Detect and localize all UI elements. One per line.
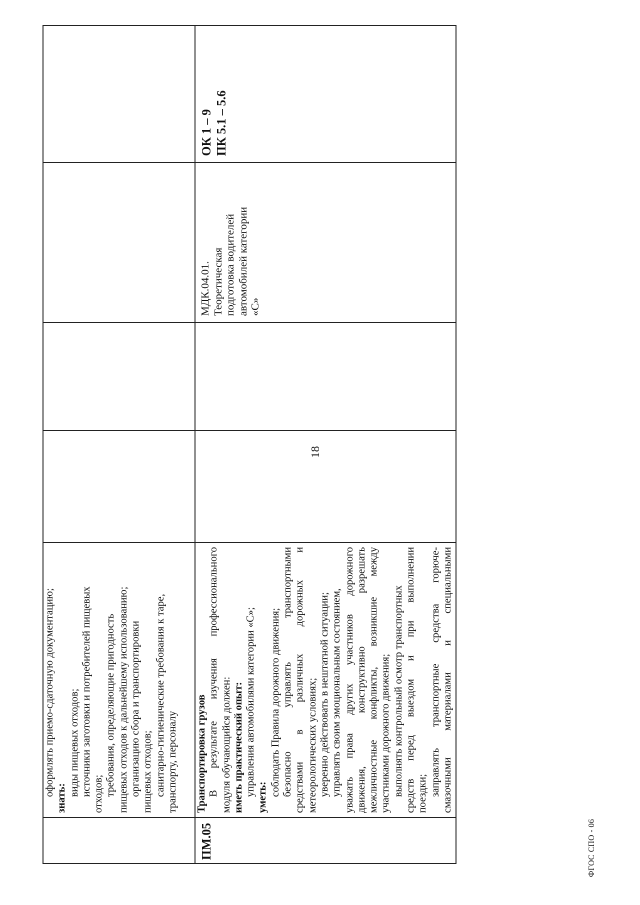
module-code: ПМ.05 <box>199 822 214 860</box>
empty-cell <box>43 163 195 323</box>
text-line: В результате изучения профессионального <box>208 547 220 797</box>
empty-cell <box>43 26 195 163</box>
text-line: уважать права других участников дорожного <box>344 547 356 813</box>
text-line: заправлять транспортные средства горюче- <box>430 547 442 797</box>
mdk-line: Теоретическая <box>212 247 225 316</box>
text-line: выполнять контрольный осмотр транспортных <box>393 585 405 797</box>
module-code-cell <box>195 818 456 864</box>
text-line: требования, определяющие пригодность <box>105 613 117 797</box>
table-row-pm05 <box>195 26 456 864</box>
text-line: управлять своим эмоциональным состоянием, <box>331 588 343 797</box>
text-line: межличностные конфликты, возникшие между <box>368 547 380 813</box>
text-line: уверенно действовать в нештатной ситуации; <box>319 592 331 797</box>
footer-code: ФГОС СПО - 06 <box>587 818 596 878</box>
text-line: уметь: <box>257 781 269 813</box>
competency-line: ПК 5.1 – 5.6 <box>214 90 229 156</box>
text-line: пищевых отходов; <box>142 730 154 813</box>
text-line: Транспортировка грузов <box>196 694 208 813</box>
table-row-previous <box>43 26 195 864</box>
mdk-line: подготовка водителей <box>224 213 237 316</box>
module-description-text <box>196 543 456 817</box>
text-line: отходов; <box>93 774 105 813</box>
competency-codes <box>196 26 234 162</box>
text-line: управления автомобилями категории «С»; <box>245 607 257 797</box>
text-cell-previous <box>43 543 195 818</box>
text-line: поездки; <box>417 773 429 813</box>
empty-cell <box>43 431 195 543</box>
mdk-line: «С» <box>249 297 262 316</box>
empty-cell <box>195 431 456 543</box>
text-line: организацию сбора и транспортировки <box>130 620 142 797</box>
competency-line: ОК 1 – 9 <box>199 109 214 156</box>
text-line: транспорту, персоналу <box>167 711 179 813</box>
mdk-line: автомобилей категории <box>237 206 250 316</box>
table-grid <box>43 25 457 864</box>
empty-cell <box>43 323 195 431</box>
text-line: пищевых отходов к дальнейшему использованию; <box>118 586 130 813</box>
mdk-text <box>196 163 267 322</box>
mdk-cell <box>195 163 456 323</box>
text-line: знать: <box>56 783 68 813</box>
text-line: виды пищевых отходов; <box>69 688 81 797</box>
text-cell-pm05 <box>195 543 456 818</box>
text-line: источники заготовки и потребителей пищевых <box>81 586 93 797</box>
text-line: участниками дорожного движения; <box>380 653 392 813</box>
text-line: санитарно-гигиенические требования к таре, <box>155 593 167 797</box>
text-line: средствами в различных дорожных и <box>294 547 306 813</box>
text-line: безопасно управлять транспортными <box>282 547 294 797</box>
competency-cell <box>195 26 456 163</box>
code-cell-empty <box>43 818 195 864</box>
text-line: средств перед выездом и при выполнении <box>405 547 417 813</box>
page-number: 18 <box>308 446 322 458</box>
text-line: соблюдать Правила дорожного движения; <box>270 607 282 797</box>
text-line: иметь практический опыт: <box>233 681 245 813</box>
empty-cell <box>195 323 456 431</box>
text-line: оформлять приемо-сдаточную документацию; <box>44 588 56 797</box>
text-line: метеорологических условиях; <box>307 677 319 813</box>
text-line: смазочными материалами и специальными <box>442 547 454 813</box>
text-line: движения, конструктивно разрешать <box>356 547 368 813</box>
previous-module-text <box>44 543 181 817</box>
text-line: модуля обучающийся должен: <box>221 676 233 813</box>
mdk-line: МДК.04.01. <box>199 261 212 316</box>
